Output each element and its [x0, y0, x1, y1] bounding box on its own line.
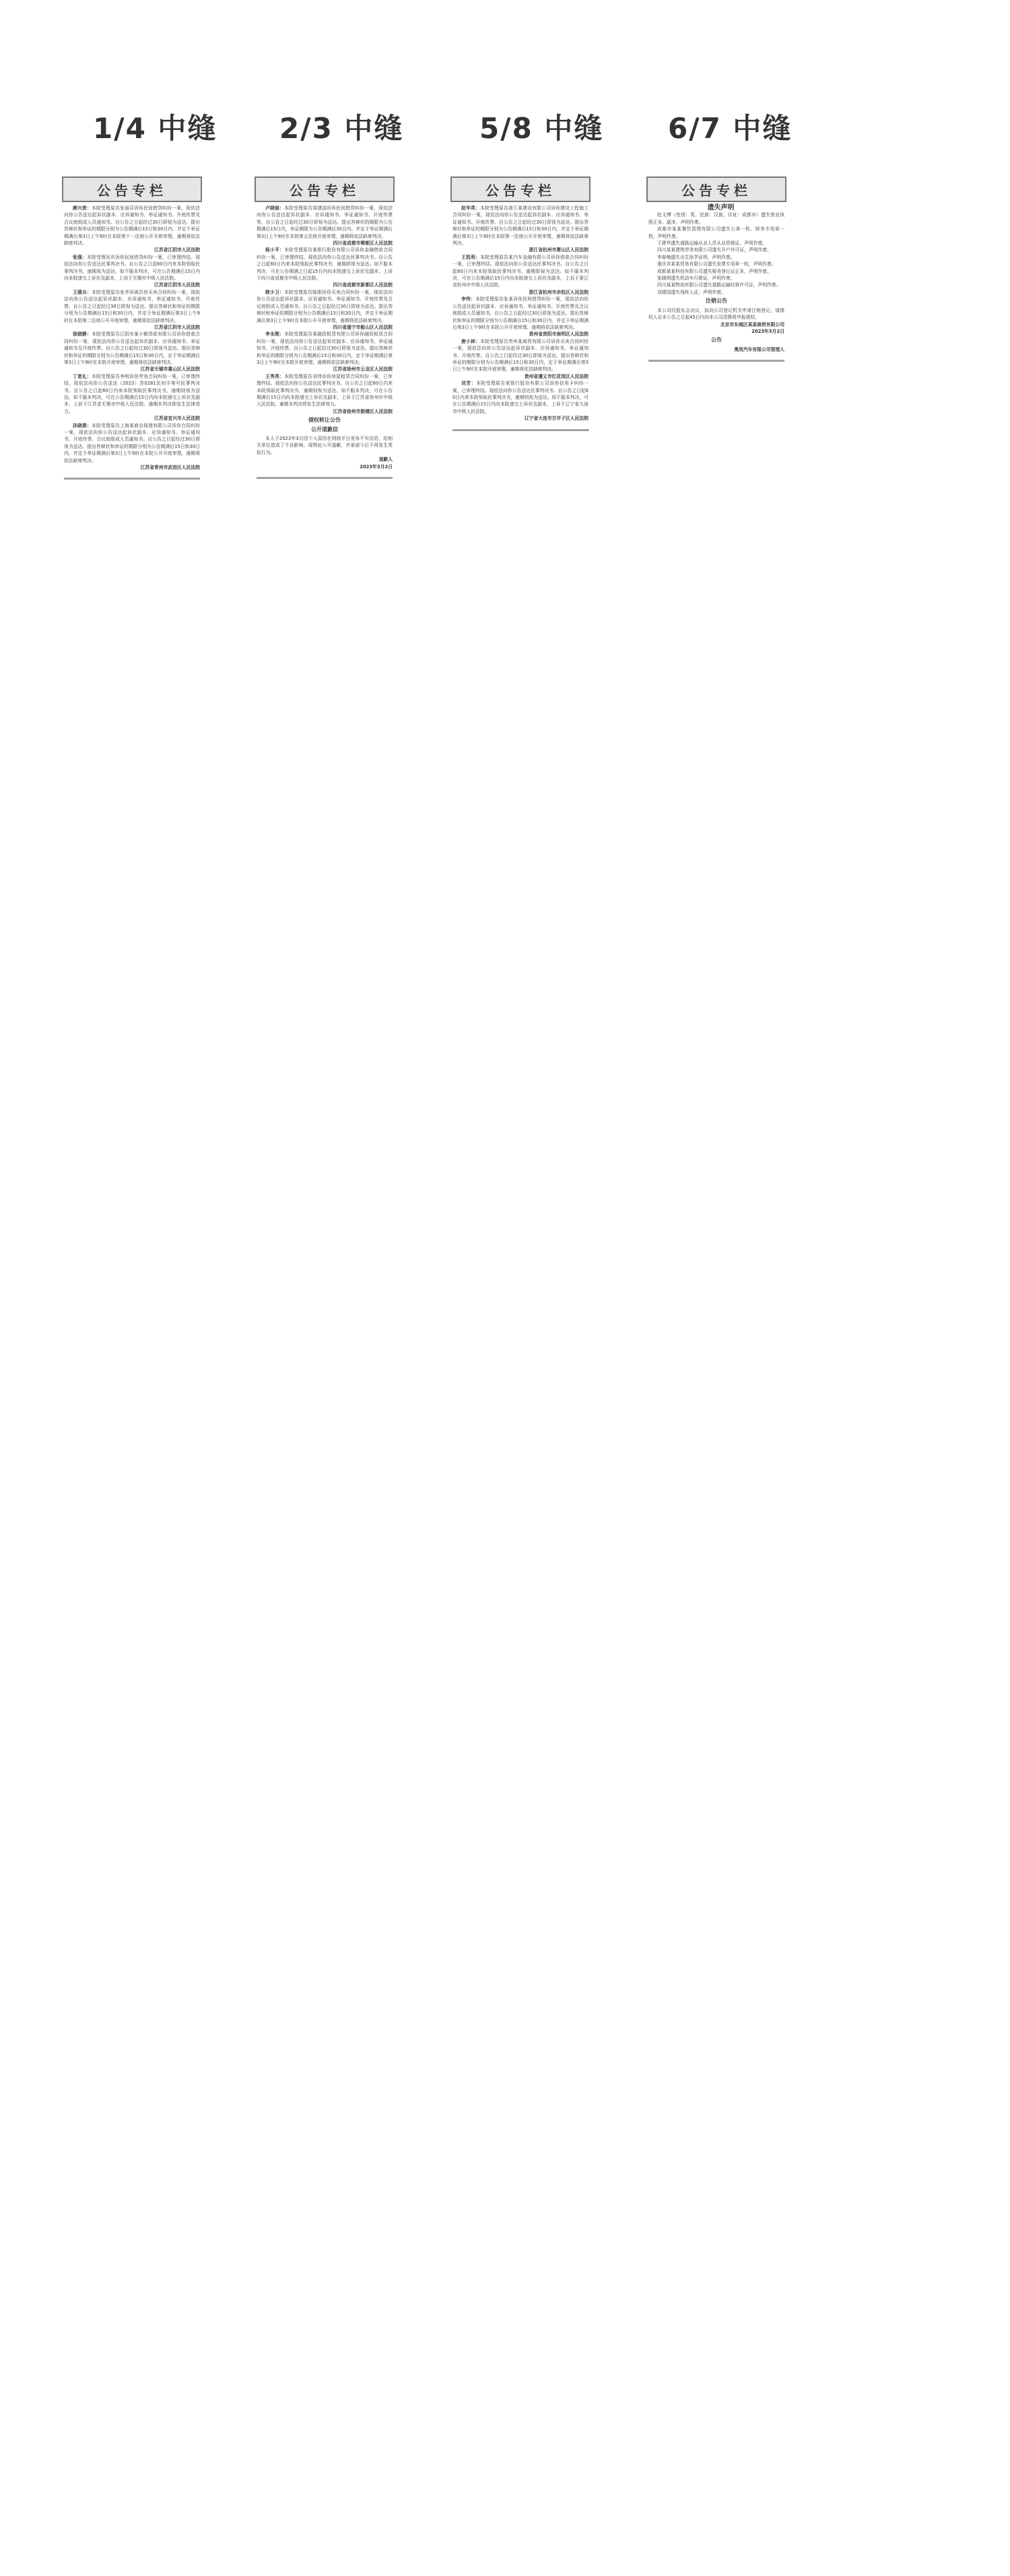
label-col4: 6/7 中缝 [668, 112, 793, 145]
notice-paragraph [257, 205, 393, 240]
court-signature: 江苏省徐州市云龙区人民法院 [333, 366, 393, 373]
notice-paragraph [64, 254, 200, 282]
notice-party: 卢晓丽： [265, 205, 285, 211]
court-signature: 四川省成都市新都区人民法院 [333, 282, 393, 288]
notice-text: 本院受理原告某银行股份有限公司诉你金融借款合同纠纷一案，已审理终结。现依法向你公告送达民事判决书。自公告之日起60日内来本院领取民事判决书，逾期即视为送达。如不服本判决，可在公告期满之日起15日内向本院递交上诉状及副本，上诉于四川省成都市中级人民法院。 [257, 247, 393, 282]
court-signature: 江苏省徐州市鼓楼区人民法院 [333, 408, 393, 414]
notice-party: 孙晓燕： [73, 422, 92, 428]
notice-party: 王凯利： [461, 254, 481, 260]
notice-paragraph [64, 373, 200, 415]
notice-paragraph [64, 289, 200, 324]
notice-text: 本院受理原告张某诉你民间借贷纠纷一案，现依法向你公告送达起诉状副本、应诉通知书、举证通知书、开庭传票及合议庭组成人员通知书。自公告之日起经过30日即视为送达。提出答辩状和举证的期限分别为公告期满后15日和30日内，并定于举证期满后第3日上午9时在本院公开开庭审理，逾期将依法缺席判决。 [452, 296, 589, 330]
lost-notice-item: 张晓明遗失机动车行驶证，声明作废。 [657, 276, 735, 282]
column-body [450, 203, 591, 424]
deregistration-company: 北京市东城区某某商贸有限公司 [720, 321, 784, 327]
lost-notice-item: 王建华遗失道路运输从业人员从业资格证，声明作废。 [657, 240, 768, 247]
notice-paragraph [257, 373, 393, 408]
notice-paragraph [257, 331, 393, 366]
text-line-bar [648, 360, 775, 362]
court-signature: 江苏省江阴市人民法院 [154, 324, 200, 330]
lost-notice-item: 李春梅遗失出生医学证明，声明作废。 [657, 254, 735, 260]
announcement-column-1 [62, 176, 202, 2551]
notice-text: 本院受理原告某银行股份有限公司诉你信用卡纠纷一案，已审理终结。现依法向你公告送达民事判决书。自公告之日起60日内来本院领取民事判决书，逾期则视为送达。如不服本判决，可在公告期满后15日内向本院递交上诉状及副本，上诉于辽宁省大连市中级人民法院。 [452, 381, 589, 414]
label-col2: 2/3 中缝 [279, 112, 404, 145]
notice-text: 本院受理吴庆诉你民间借贷纠纷一案，已审理终结。现依法向你公告送达民事判决书。自公告之日起60日内来本院领取民事判决书，逾期视为送达。如不服本判决，可在公告期满后15日内向本院递交上诉状及副本，上诉于无锡市中级人民法院。 [64, 254, 201, 282]
notice-party: 李伟： [461, 296, 476, 302]
column-header: 公告专栏 [450, 176, 591, 202]
label-col3: 5/8 中缝 [479, 112, 604, 145]
apology-date: 2023年3月2日 [360, 463, 393, 470]
column-body [646, 203, 786, 354]
apology-title: 公开道歉信 [311, 426, 338, 432]
court-signature: 江苏省无锡市惠山区人民法院 [140, 366, 200, 373]
notice-text: 本院受理原告周建国诉你民间借贷纠纷一案，现依法向你公告送达起诉状副本、应诉通知书、举证通知书、开庭传票等。自公告之日起经过30日即视为送达。提出答辩状的期限为公告期满后15日内，举证期限为公告期满后30日内。并定于举证期满后第3日上午9时在本院第五法庭开庭审理，逾期将依法缺席判决。 [257, 205, 393, 239]
lost-notice-item: 刘建国遗失残疾人证，声明作废。 [657, 289, 726, 295]
notice-text: 本院受理原告上海某商业保理有限公司诉你合同纠纷一案，现依法向你公告送达起诉状副本、应诉通知书、举证通知书、开庭传票、合议庭组成人员通知书。自公告之日起经过30日即视为送达。提出答辩状和举证的期限分别为公告期满后15日和30日内。并定于举证期满后第3日上午9时在本院公开开庭审理，逾期将依法缺席判决。 [64, 422, 200, 463]
notice-text: 本院受理原告陈刚诉你买卖合同纠纷一案，现依法向你公告送达起诉状副本、应诉通知书、举证通知书、开庭传票及合议庭组成人员通知书。自公告之日起经过30日即视为送达。提出答辩状和举证的期限分别为公告期满后15日和30日内，并定于举证期满后第3日上午9时在本院公开开庭审理，逾期将依法缺席判决。 [257, 289, 393, 323]
notice-paragraph [64, 205, 200, 247]
column-body [255, 203, 395, 472]
court-signature: 浙江省杭州市萧山区人民法院 [529, 247, 588, 253]
court-signature: 江苏省江阴市人民法院 [154, 247, 200, 253]
column-header: 公告专栏 [255, 176, 395, 202]
announcement-column-2 [255, 176, 395, 2551]
notice-text: 本院受理原告江阴市某小额贷款有限公司诉你借款合同纠纷一案，现依法向你公告送达起诉状副本、应诉通知书、举证通知书及开庭传票。自公告之日起经过30日即视为送达。提出答辩状和举证的期限分别为公告期满后15日和30日内，定于举证期满后第3日上午9时在本院开庭审理，逾期将依法缺席判决。 [64, 331, 200, 365]
notice-party: 唐小林： [461, 338, 481, 344]
text-line-bar [64, 478, 199, 480]
notice-paragraph [452, 254, 588, 289]
notice-text: 本院受理原告浙江某建设有限公司诉你建设工程施工合同纠纷一案，现依法向你公告送达起诉状副本、应诉通知书、举证通知书、开庭传票。自公告之日起经过30日即视为送达。提出答辩状和举证的期限分别为公告期满后15日和30日内，并定于举证期满后第3日上午9时在本院第一法庭公开开庭审理，逾期将依法缺席判决。 [452, 205, 588, 247]
notice-text: 本院受理原告李明诉你劳务合同纠纷一案，已审理终结。现依法向你公告送达（2023）苏0281民初字第号民事判决书。自公告之日起60日内来本院领取民事判决书，逾期则视为送达。如不服本判决，可在公告期满后15日内向本院递交上诉状及副本，上诉于江苏省无锡市中级人民法院。逾期本判决即发生法律效力。 [64, 373, 200, 414]
court-signature: 四川省遂宁市船山区人民法院 [333, 324, 393, 330]
column-header: 公告专栏 [646, 176, 786, 202]
notice-party: 韩少卫： [265, 289, 285, 295]
notice-party: 杨小平： [265, 247, 285, 253]
notice-text: 本院受理原告某融资租赁有限公司诉你融资租赁合同纠纷一案，现依法向你公告送达起诉状副本、应诉通知书、举证通知书、开庭传票。自公告之日起经过30日即视为送达。提出答辩状和举证的期限分别为公告期满后15日和30日内，定于举证期满后第3日上午9时在本院开庭审理，逾期将依法缺席判决。 [257, 331, 393, 365]
notice-text: 本院受理原告张丽芬诉你民间借贷纠纷一案，现依法向你公告送达起诉状副本、应诉通知书、举证通知书、开庭传票及合议庭组成人员通知书。自公告之日起经过30日即视为送达。提出答辩状和举证的期限分别为公告期满后15日和30日内。并定于举证期满后第3日上午9时在本院第十一法庭公开开庭审理，逾期将依法缺席判决。 [64, 205, 200, 247]
notice-text: 本院受理原告刘伟诉你房屋租赁合同纠纷一案，已审理终结。现依法向你公告送达民事判决书。自公告之日起60日内来本院领取民事判决书，逾期则视为送达。如不服本判决，可在公告期满后15日内向本院递交上诉状及副本，上诉于江苏省徐州市中级人民法院。逾期本判决即发生法律效力。 [257, 373, 393, 408]
notice-party: 刘芳： [461, 381, 476, 387]
notice-party: 张强： [73, 254, 88, 260]
court-signature: 江苏省常州市武进区人民法院 [140, 465, 200, 471]
court-signature: 江苏省宜兴市人民法院 [154, 416, 200, 422]
notice-party: 王秀英： [265, 373, 285, 379]
notice-paragraph [452, 205, 588, 247]
deregistration-title: 注销公告 [706, 298, 727, 304]
announcement-column-3 [450, 176, 591, 2551]
text-line-bar [257, 477, 391, 479]
notice-party: 颜兴贵： [73, 205, 92, 211]
notice-title: 债权转让公告 [308, 417, 341, 424]
announcement-column-4 [646, 176, 786, 2551]
court-signature: 江苏省江阴市人民法院 [154, 282, 200, 288]
court-signature: 贵州省遵义市红花岗区人民法院 [524, 373, 588, 379]
notice-party: 赵华英： [461, 205, 481, 211]
notice2-title: 公告 [711, 337, 722, 344]
court-signature: 贵州省贵阳市南明区人民法院 [529, 331, 588, 337]
lost-notice-item: 成都某某科技有限公司遗失税务登记证正本，声明作废。 [657, 268, 772, 274]
notice-paragraph [64, 331, 200, 366]
notice-paragraph [452, 338, 588, 373]
court-signature: 四川省成都市郫都区人民法院 [333, 240, 393, 247]
column-body [62, 203, 202, 472]
lost-notice-item: 重庆市某某贸易有限公司遗失发票专用章一枚，声明作废。 [657, 261, 776, 267]
column-header: 公告专栏 [62, 176, 202, 202]
notice-paragraph [257, 289, 393, 324]
lost-notice-item: 四川某某物流有限公司遗失道路运输经营许可证，声明作废。 [657, 282, 781, 288]
notice-text: 本院受理原告贵州某商贸有限公司诉你买卖合同纠纷一案，现依法向你公告送达起诉状副本、应诉通知书、举证通知书、开庭传票。自公告之日起经过30日即视为送达。提出答辩状和举证的期限分别为公告期满后15日和30日内，定于举证期满后第3日上午9时在本院开庭审理，逾期将依法缺席判决。 [452, 338, 588, 373]
lost-notice-item: 四川某某建筑劳务有限公司遗失开户许可证，声明作废。 [657, 247, 772, 253]
apology-text: 本人于2023年3月因个人原因在网络平台发布不实信息，给相关单位造成了不良影响，现特此公开道歉，并承诺今后不再发生类似行为。 [257, 436, 393, 455]
lost-notice-title: 遗失声明 [707, 204, 735, 212]
apology-signature: 道歉人 [378, 457, 393, 463]
notice-paragraph [64, 422, 200, 464]
notice-text: 本院受理原告某汽车金融有限公司诉你借款合同纠纷一案，已审理终结。现依法向你公告送达民事判决书。自公告之日起60日内来本院领取民事判决书，逾期即视为送达。如不服本判决，可在公告期满后15日内向本院递交上诉状及副本，上诉于浙江省杭州市中级人民法院。 [452, 254, 588, 288]
court-signature: 辽宁省大连市甘井子区人民法院 [524, 416, 588, 422]
notice-party: 王建兵： [73, 289, 92, 295]
notice-paragraph [452, 380, 588, 415]
notice-party: 李永刚： [265, 331, 285, 337]
court-signature: 浙江省杭州市余杭区人民法院 [529, 289, 588, 295]
deregistration-text: 本公司经股东会决议，拟向公司登记机关申请注销登记，请债权人自本公告之日起45日内向本公司清算组申报债权。 [648, 307, 784, 321]
lost-notice-item: 赵文博（性别：男，民族：汉族，住址：成都市）遗失营业执照正本、副本，声明作废。 [648, 212, 784, 225]
lost-notice-item: 成都市某某餐饮管理有限公司遗失公章一枚、财务专用章一枚，声明作废。 [648, 226, 784, 239]
notice-paragraph [257, 247, 393, 282]
notice-text: 本院受理原告张华诉被告你买卖合同纠纷一案，现依法向你公告送达起诉状副本、应诉通知书、举证通知书、开庭传票。自公告之日起经过30日即视为送达。提出答辩状和举证的期限分别为公告期满后15日和30日内，并定于举证期满后第3日上午9时在本院第二法庭公开开庭审理，逾期将依法缺席判决。 [64, 289, 200, 323]
notice-paragraph [452, 296, 588, 331]
notice2-signature: 奥昊汽车有限公司管理人 [734, 346, 784, 352]
label-col1: 1/4 中缝 [93, 112, 217, 145]
notice-party: 丁宽礼： [73, 373, 92, 379]
text-line-bar [452, 429, 578, 431]
notice-party: 徐晓静： [73, 331, 92, 337]
deregistration-date: 2023年3月2日 [751, 328, 784, 334]
